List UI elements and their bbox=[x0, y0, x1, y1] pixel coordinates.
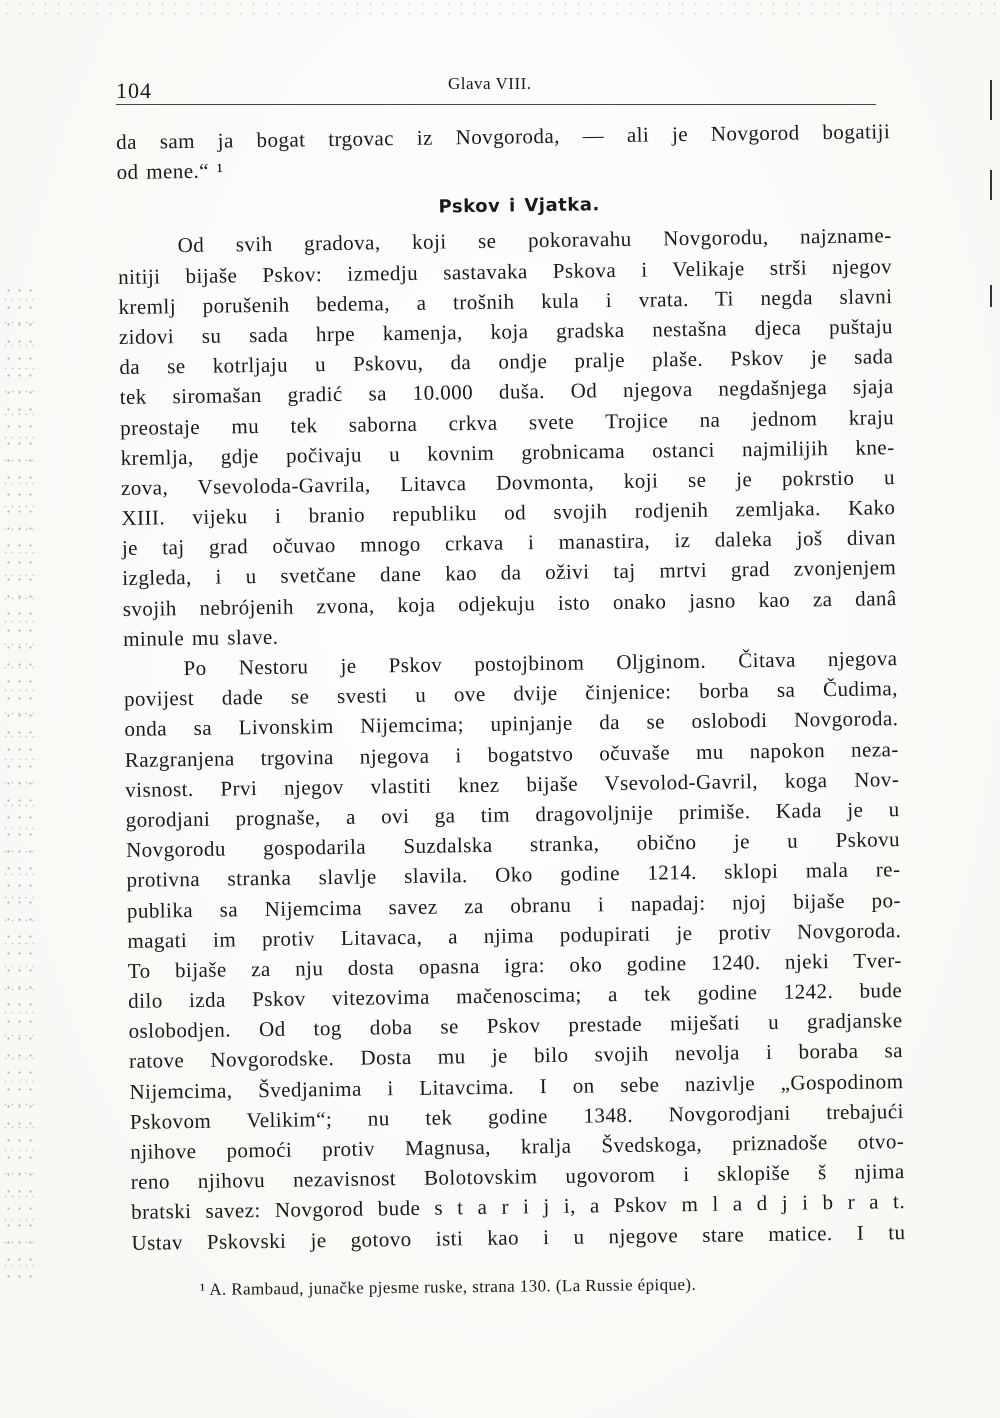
text-line: Novgorodu gospodarila Suzdalska stranka, obično je u Pskovu bbox=[125, 827, 901, 863]
text-line: dilo izda Pskov vitezovima mačenoscima; a tek godine 1242. bude bbox=[128, 978, 903, 1013]
scan-mark-right bbox=[990, 285, 992, 307]
text-line: Od svih gradova, koji se pokoravahu Novgorodu, najzname- bbox=[177, 223, 892, 258]
text-line: bratski savez: Novgorod bude s t a r i j i, a Pskov m l a d j i b r a t. bbox=[130, 1189, 906, 1225]
text-line: ratove Novgorodske. Dosta mu je bilo svojih nevolja i boraba sa bbox=[128, 1038, 904, 1074]
paragraphs bbox=[117, 221, 905, 1258]
text-line: preostaje mu tek saborna crkva svete Trojice na jednom kraju bbox=[120, 404, 895, 440]
text-line: Razgranjena trgovina njegova i bogatstvo očuvaše mu napokon neza- bbox=[124, 736, 899, 772]
text-line: tek siromašan gradić sa 10.000 duša. Od njegova negdašnjega sjaja bbox=[119, 374, 894, 410]
text-line: Ustav Pskovski je gotovo isti kao i u njegove stare matice. I tu bbox=[131, 1219, 906, 1255]
scan-mark-right bbox=[990, 170, 992, 200]
text-line: To bijaše za nju dosta opasna igra: oko godine 1240. njeki Tver- bbox=[127, 947, 902, 983]
text-line: Po Nestoru je Pskov postojbinom Oljginom. Čitava njegova bbox=[183, 646, 898, 681]
body-text bbox=[116, 116, 906, 1257]
text-line: izgleda, i u svetčane dane kao da oživi taj mrtvi grad zvonjenjem bbox=[122, 555, 897, 591]
text-line: gorodjani prognaše, a ovi ga tim dragovoljnije primiše. Kada je u bbox=[125, 797, 900, 832]
text-line: Pskovom Velikim“; nu tek godine 1348. Novgorodjani trebajući bbox=[129, 1098, 904, 1134]
text-line: da sam ja bogat trgovac iz Novgoroda, — ali je Novgorod bogatiji bbox=[116, 119, 891, 154]
text-line: zidovi su sada hrpe kamenja, koja gradska nestašna djeca puštaju bbox=[118, 314, 894, 349]
text-line: visnost. Prvi njegov vlastiti knez bijaše Vsevolod-Gavril, koga Nov- bbox=[125, 766, 900, 802]
text-line: minule mu slave. bbox=[122, 624, 279, 651]
page-header bbox=[116, 74, 876, 106]
scan-noise-left-edge bbox=[0, 280, 40, 1280]
running-head: Glava VIII. bbox=[448, 74, 532, 93]
text-line: zova, Vsevoloda-Gavrila, Litavca Dovmonta, koji se je pokrstio u bbox=[120, 465, 896, 500]
text-line: da se kotrljaju u Pskovu, da ondje pralje plaše. Pskov je sada bbox=[119, 344, 894, 380]
text-line: Nijemcima, Švedjanima i Litavcima. I on sebe nazivlje „Gospodinom bbox=[129, 1068, 904, 1104]
scan-mark-right bbox=[990, 80, 992, 120]
text-line: njihove pomoći protiv Magnusa, kralja Švedskoga, priznadoše otvo- bbox=[130, 1129, 905, 1164]
text-line: oslobodjen. Od tog doba se Pskov prestade miješati u gradjanske bbox=[128, 1008, 903, 1044]
text-line: magati im protiv Litavaca, a njima podupirati je protiv Novgoroda. bbox=[127, 917, 902, 953]
text-line: od mene.“ ¹ bbox=[116, 158, 224, 185]
text-line: reno njihovu nezavisnost Bolotovskim ugovorom i sklopiše š njima bbox=[130, 1159, 905, 1195]
text-line: kremlj porušenih bedema, a trošnih kula i vrata. Ti negda slavni bbox=[118, 283, 893, 319]
text-line: onda sa Livonskim Nijemcima; upinjanje da se oslobodi Novgoroda. bbox=[124, 706, 899, 742]
text-line: kremlja, gdje počivaju u kovnim grobnicama ostanci najmilijih kne- bbox=[120, 434, 895, 470]
text-line: nitiji bijaše Pskov: izmedju sastavaka Pskova i Velikaje strši njegov bbox=[117, 253, 893, 289]
page-number: 104 bbox=[116, 78, 152, 103]
text-line: protivna stranka slavlje slavila. Oko godine 1214. sklopi mala re- bbox=[126, 857, 901, 893]
text-line: svojih nebrójenih zvona, koja odjekuju isto onako jasno kao za danâ bbox=[122, 585, 897, 621]
text-line: XIII. vijeku i branio republiku od svojih rodjenih zemljaka. Kako bbox=[121, 495, 896, 531]
footnote: ¹ A. Rambaud, junačke pjesme ruske, strana 130. (La Russie épique). bbox=[200, 1274, 697, 1299]
scan-noise-top bbox=[0, 0, 1000, 22]
text-line: publika sa Nijemcima savez za obranu i napadaj: njoj bijaše po- bbox=[126, 887, 902, 923]
section-heading: Pskov i Vjatka. bbox=[438, 194, 600, 218]
text-line: je taj grad očuvao mnogo crkava i manastira, iz daleka još divan bbox=[121, 525, 896, 561]
text-line: povijest dade se svesti u ove dvije činjenice: borba sa Čudima, bbox=[123, 676, 899, 712]
header-rule bbox=[116, 104, 876, 105]
